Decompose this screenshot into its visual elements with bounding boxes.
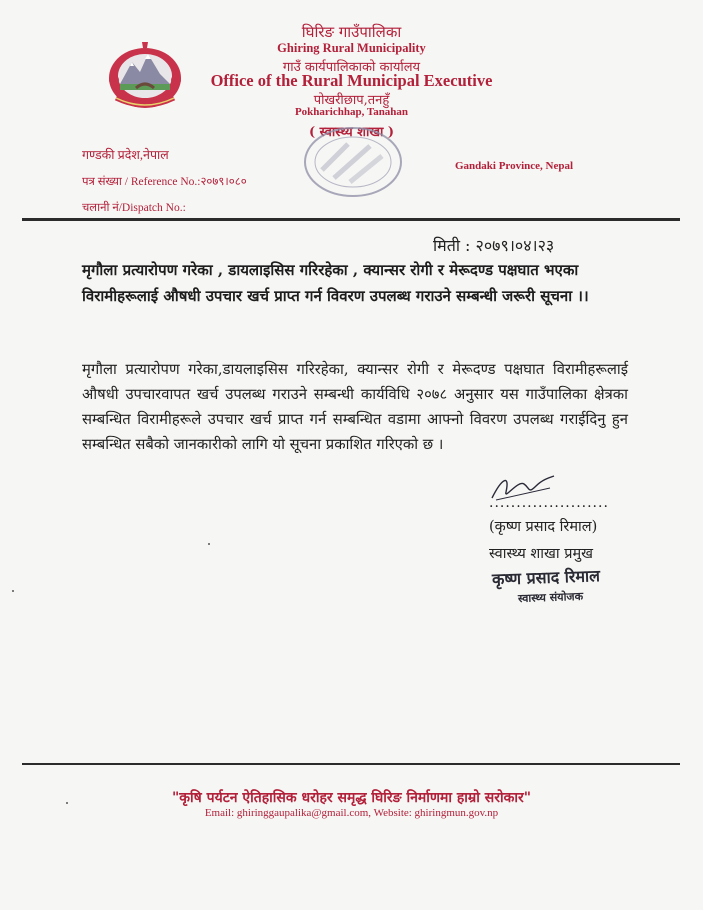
footer-contact: Email: ghiringgaupalika@gmail.com, Website: ghiringmun.gov.np [204,807,499,819]
place-np: पोखरीछाप,तनहुँ [313,93,390,108]
signatory-title: स्वास्थ्य शाखा प्रमुख [489,546,594,562]
notice-body: मृगौला प्रत्यारोपण गरेका,डायलाइसिस गरिरहेका, क्यान्सर रोगी र मेरूदण्ड पक्षघात विरामीहरूलाई औषधी उपचारवापत खर्च उपलब्ध गराउने सम्बन्धी कार्यविधि २०७८ अनुसार यस गाउँपालिका क्षेत्रका सम्बन्धित विरामीहरूले उपचार खर्च प्राप्त गर्न सम्बन्धित वडामा आफ्नो विवरण उपलब्ध गराईदिनु हुन सम्बन्धित सबैको जानकारीको लागि यो सूचना प्रकाशित गरिएको छ । [82,361,628,453]
reference-number: पत्र संख्या / Reference No.:२०७९।०८० [82,176,247,188]
place-en: Pokharichhap, Tanahan [294,106,409,118]
office-name-en: Office of the Rural Municipal Executive [210,71,493,90]
municipality-name-en: Ghiring Rural Municipality [277,41,426,55]
footer-slogan: "कृषि पर्यटन ऐतिहासिक धरोहर समृद्ध घिरिङ निर्माणमा हाम्रो सरोकार" [171,790,531,806]
scan-speck [66,802,68,804]
role-stamp: स्वास्थ्य संयोजक [517,589,584,606]
office-name-np: गाउँ कार्यपालिकाको कार्यालय [282,60,421,75]
province-en: Gandaki Province, Nepal [455,160,574,172]
name-stamp: कृष्ण प्रसाद रिमाल [491,566,601,589]
notice-date: मिती : २०७९।०४।२३ [433,236,555,255]
office-stamp-icon [300,124,406,200]
footer-divider [22,763,680,765]
scan-speck [12,590,14,592]
signatory-name: (कृष्ण प्रसाद रिमाल) [489,519,598,535]
dispatch-number: चलानी नं/Dispatch No.: [82,202,186,214]
municipality-name-np: घिरिङ गाउँपालिका [301,23,402,41]
scan-speck [208,543,210,545]
province-np: गण्डकी प्रदेश,नेपाल [82,148,169,162]
signature-line: ...................... [489,495,609,511]
notice-subject: मृगौला प्रत्यारोपण गरेका , डायलाइसिस गरिरहेका , क्यान्सर रोगी र मेरूदण्ड पक्षघात भएका विरामीहरूलाई औषधी उपचार खर्च प्राप्त गर्न विवरण उपलब्ध गराउने सम्बन्धी जरूरी सूचना ।। [82,261,589,305]
branch-name: ( स्वास्थ्य शाखा ) [308,125,395,140]
header-divider [22,218,680,221]
